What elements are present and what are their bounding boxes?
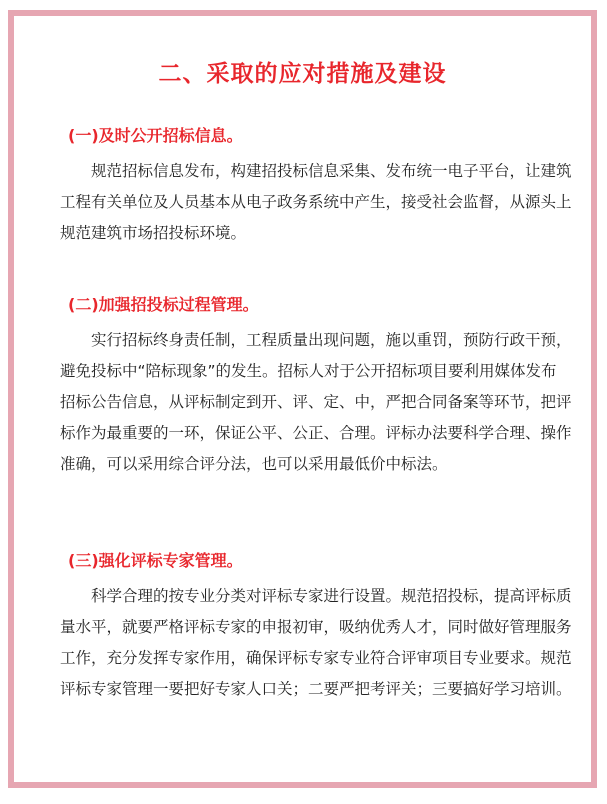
paragraph-line: 招标公告信息，从评标制定到开、评、定、中，严把合同备案等环节，把评 bbox=[60, 393, 572, 411]
section-heading-2: (二)加强招投标过程管理。 bbox=[68, 295, 259, 314]
section-paragraph-2 bbox=[60, 325, 588, 480]
paragraph-line: 准确，可以采用综合评分法，也可以采用最低价中标法。 bbox=[60, 455, 448, 473]
paragraph-line: 工作，充分发挥专家作用，确保评标专家专业符合评审项目专业要求。规范 bbox=[60, 649, 572, 667]
paragraph-line: 规范建筑市场招投标环境。 bbox=[60, 224, 247, 242]
section-paragraph-3 bbox=[60, 581, 588, 705]
paragraph-line: 避免投标中“陪标现象”的发生。招标人对于公开招标项目要利用媒体发布 bbox=[60, 362, 557, 380]
paragraph-line: 评标专家管理一要把好专家人口关；二要严把考评关；三要搞好学习培训。 bbox=[60, 680, 572, 698]
paragraph-line: 实行招标终身责任制，工程质量出现问题，施以重罚，预防行政干预， bbox=[91, 331, 572, 349]
document-frame bbox=[8, 10, 597, 788]
paragraph-line: 科学合理的按专业分类对评标专家进行设置。规范招投标，提高评标质 bbox=[91, 587, 572, 605]
section-heading-1: (一)及时公开招标信息。 bbox=[68, 126, 243, 145]
paragraph-line: 工程有关单位及人员基本从电子政务系统中产生，接受社会监督，从源头上 bbox=[60, 193, 572, 211]
paragraph-line: 标作为最重要的一环，保证公平、公正、合理。评标办法要科学合理、操作 bbox=[60, 424, 572, 442]
section-heading-3: (三)强化评标专家管理。 bbox=[68, 551, 243, 570]
section-paragraph-1 bbox=[60, 156, 588, 249]
page-title: 二、采取的应对措施及建设 bbox=[158, 61, 447, 87]
paragraph-line: 规范招标信息发布，构建招投标信息采集、发布统一电子平台，让建筑 bbox=[91, 162, 572, 180]
paragraph-line: 量水平，就要严格评标专家的申报初审，吸纳优秀人才，同时做好管理服务 bbox=[60, 618, 572, 636]
